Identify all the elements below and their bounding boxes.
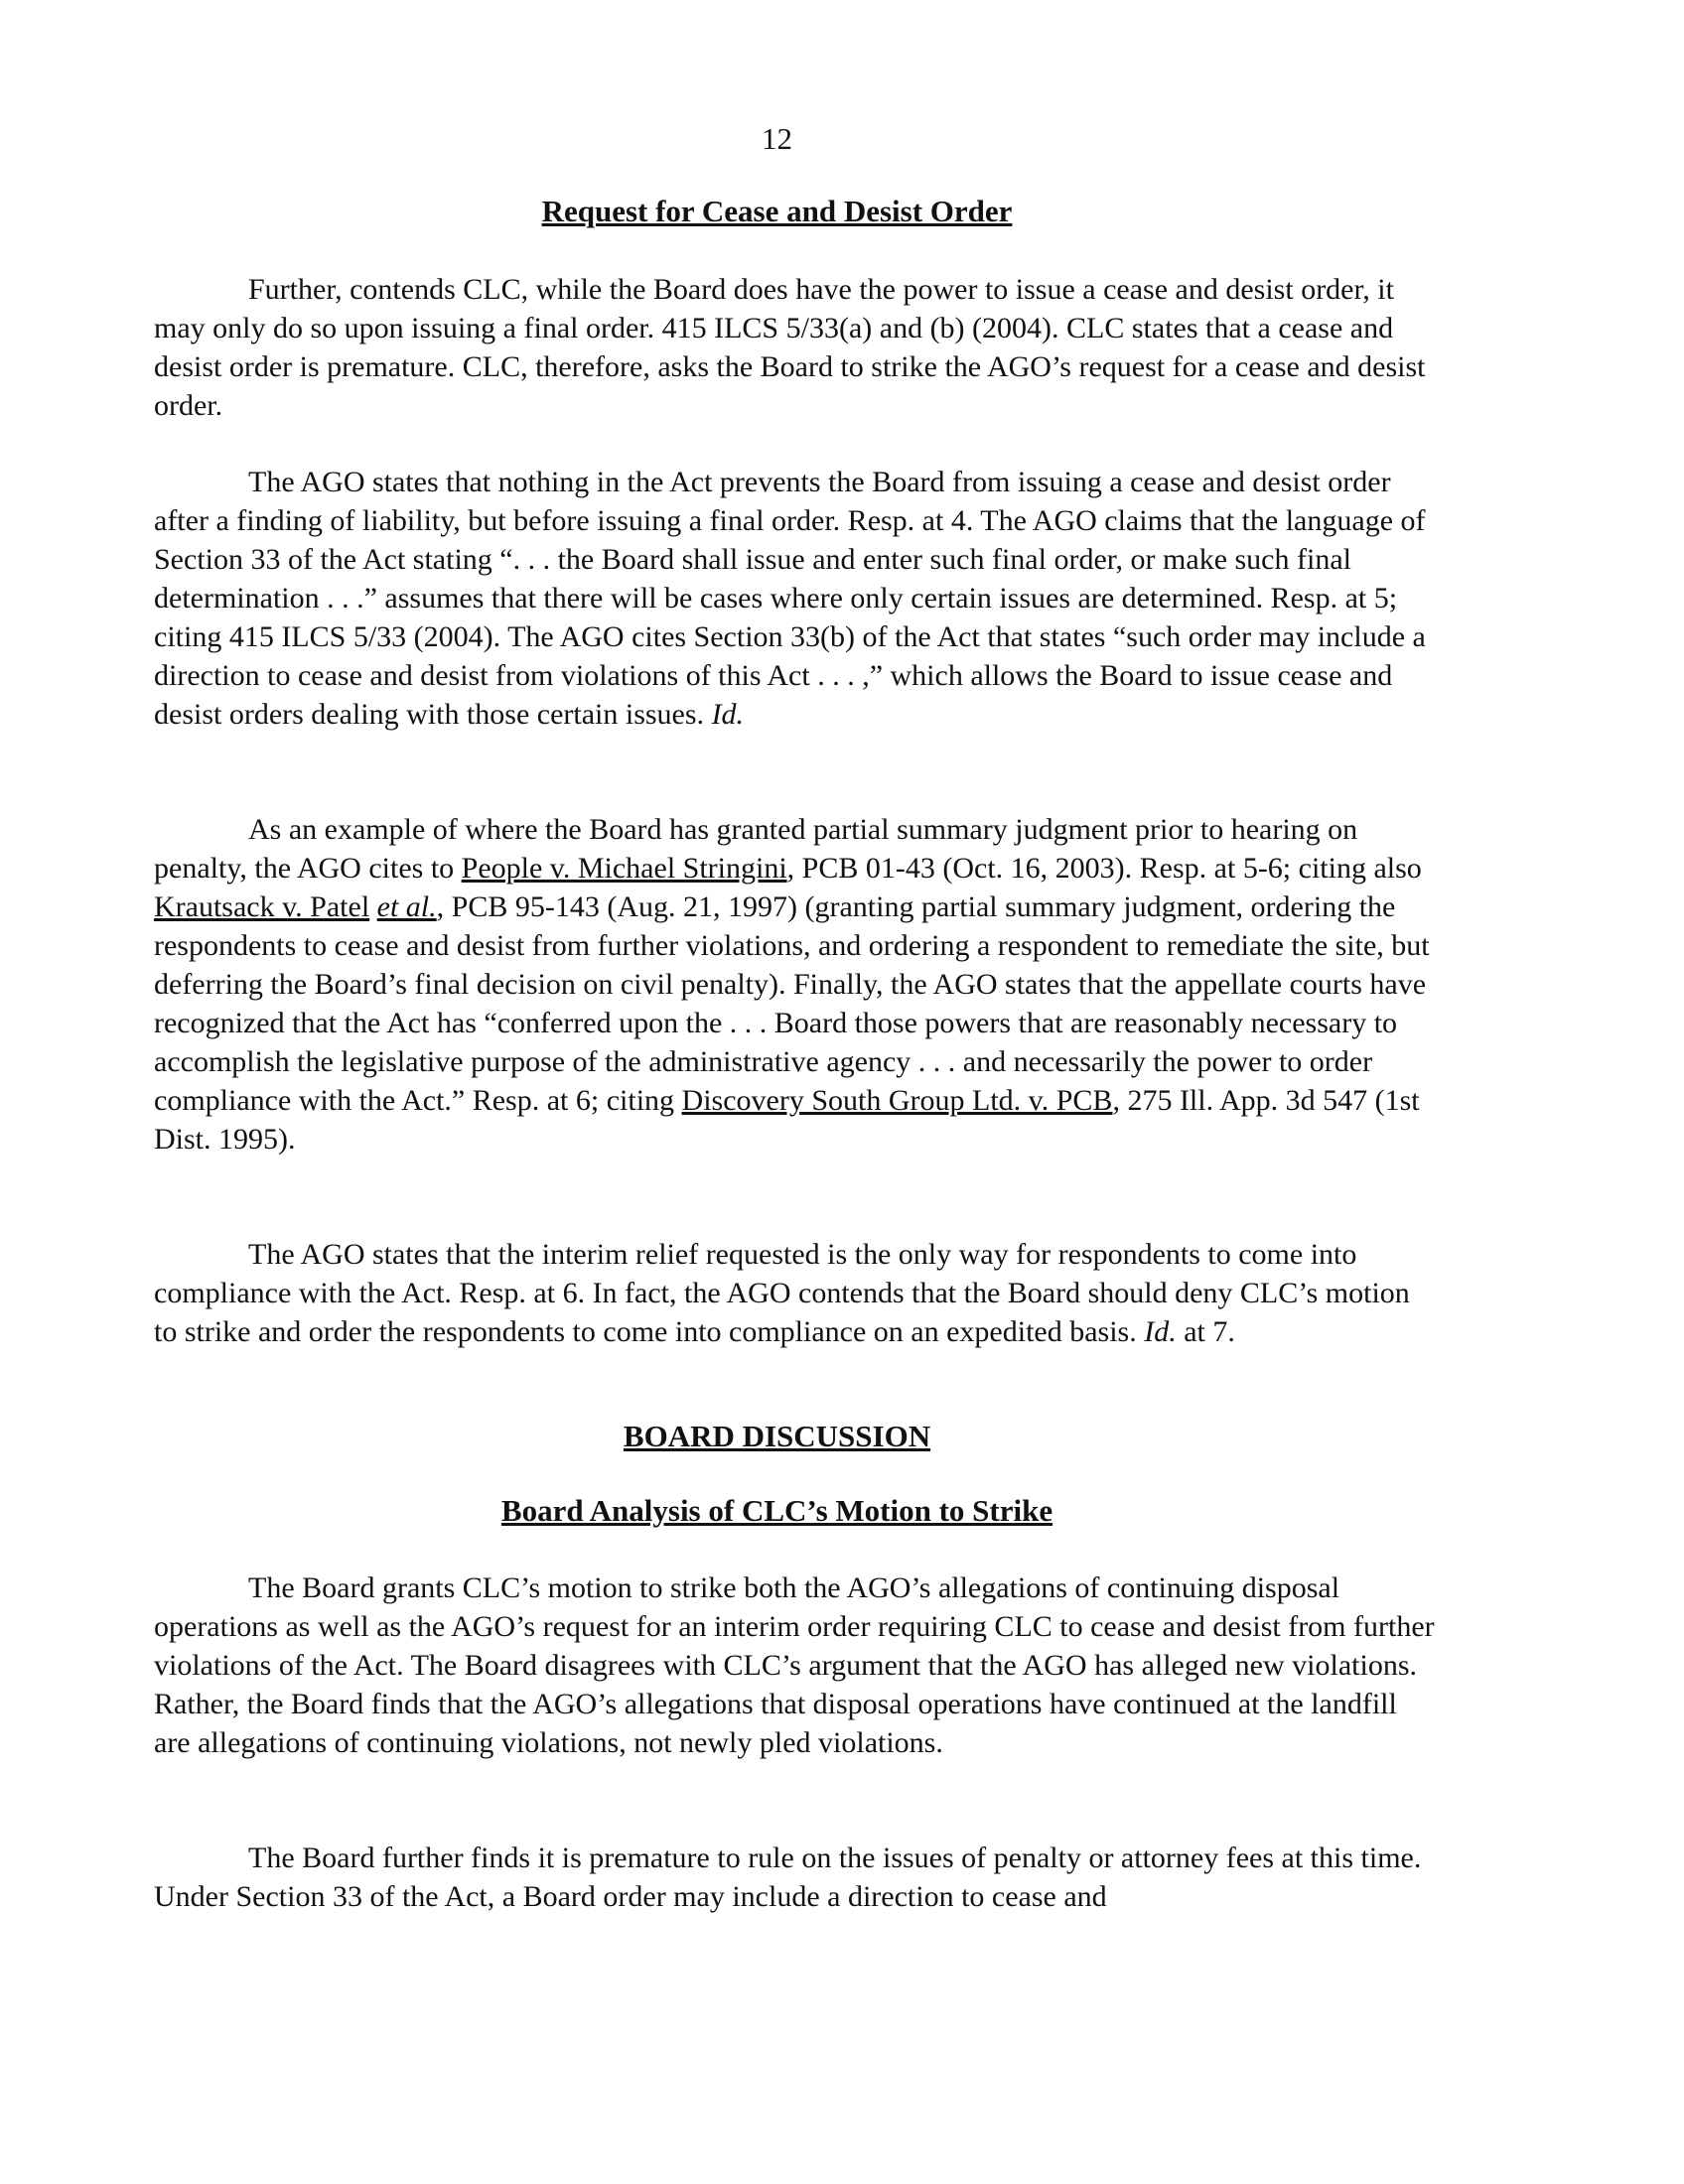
- section-heading-board-discussion: BOARD DISCUSSION: [623, 1419, 931, 1453]
- case-citation-krautsack: Krautsack v. Patel: [154, 890, 370, 923]
- paragraph-text: The Board grants CLC’s motion to strike both the AGO’s allegations of continuing disposal operations as well as the AGO’s request for an interim order requiring CLC to cease and desist from further violations of the Act. The Board disagrees with CLC’s argument that the AGO has alleged new violations. Rather, the Board finds that the AGO’s allegations that disposal operations have continued at the landfill are allegations of continuing violations, not newly pled violations.: [154, 1571, 1435, 1759]
- paragraph-text: , 275 Ill. App. 3d 547 (1st Dist. 1995).: [154, 1084, 1420, 1156]
- paragraph-board-further-finds: [154, 1839, 1435, 1916]
- paragraph-board-grants: [154, 1569, 1435, 1762]
- paragraph-clc-contention: [154, 270, 1435, 425]
- page-number: 12: [762, 121, 792, 156]
- paragraph-text: The AGO states that nothing in the Act prevents the Board from issuing a cease and desist order after a finding of liability, but before issuing a final order. Resp. at 4. The AGO claims that the language of Section 33 of the Act stating “. . . the Board shall issue and enter such final order, or make such final determination . . .” assumes that there will be cases where only certain issues are determined. Resp. at 5; citing 415 ILCS 5/33 (2004). The AGO cites Section 33(b) of the Act that states “such order may include a direction to cease and desist from violations of this Act . . . ,” which allows the Board to issue cease and desist orders dealing with those certain issues.: [154, 466, 1426, 731]
- id-citation: Id.: [711, 698, 745, 731]
- paragraph-text: As an example of where the Board has granted partial summary judgment prior to hearing on penalty, the AGO cites to: [154, 813, 1358, 885]
- paragraph-interim-relief: [154, 1235, 1435, 1351]
- section-heading-board-analysis: Board Analysis of CLC’s Motion to Strike: [500, 1493, 1053, 1528]
- paragraph-ago-response: [154, 463, 1435, 734]
- case-citation-etal: et al.: [376, 890, 437, 923]
- paragraph-text: , PCB 01-43 (Oct. 16, 2003). Resp. at 5-6; citing also: [786, 852, 1422, 885]
- id-citation: Id.: [1144, 1315, 1177, 1348]
- case-citation-discovery-south: Discovery South Group Ltd. v. PCB: [681, 1084, 1113, 1117]
- section-heading-cease-desist: Request for Cease and Desist Order: [541, 194, 1013, 228]
- paragraph-text: The AGO states that the interim relief requested is the only way for respondents to come into compliance with the Act. Resp. at 6. In fact, the AGO contends that the Board should deny CLC’s motion to strike and order the respondents to come into compliance on an expedited basis.: [154, 1238, 1410, 1348]
- case-citation-stringini: People v. Michael Stringini: [461, 852, 787, 885]
- paragraph-text: , PCB 95-143 (Aug. 21, 1997) (granting partial summary judgment, ordering the respondents to cease and desist from further violations, and ordering a respondent to remediate the site, but deferring the Board’s final decision on civil penalty). Finally, the AGO states that the appellate courts have recognized that the Act has “conferred upon the . . . Board those powers that are reasonably necessary to accomplish the legislative purpose of the administrative agency . . . and necessarily the power to order compliance with the Act.” Resp. at 6; citing: [154, 890, 1430, 1117]
- paragraph-text: The Board further finds it is premature to rule on the issues of penalty or attorney fees at this time. Under Section 33 of the Act, a Board order may include a direction to cease and: [154, 1842, 1422, 1913]
- paragraph-ago-example: [154, 810, 1435, 1159]
- paragraph-text: Further, contends CLC, while the Board does have the power to issue a cease and desist order, it may only do so upon issuing a final order. 415 ILCS 5/33(a) and (b) (2004). CLC states that a cease and desist order is premature. CLC, therefore, asks the Board to strike the AGO’s request for a cease and desist order.: [154, 273, 1426, 422]
- paragraph-text: at 7.: [1176, 1315, 1235, 1348]
